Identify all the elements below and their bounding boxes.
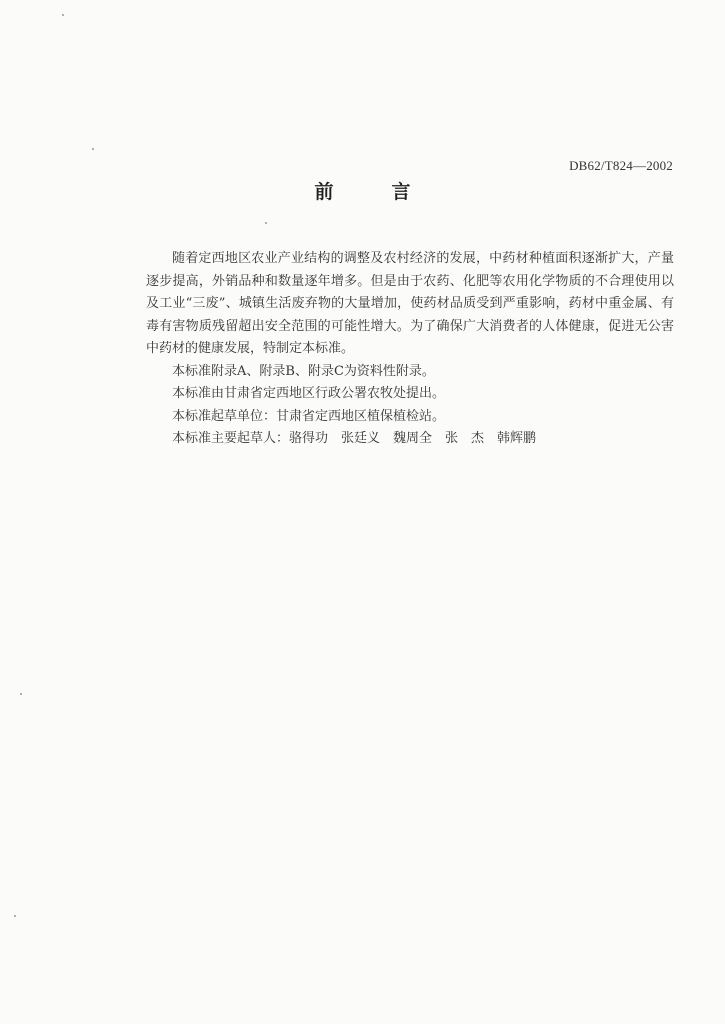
preface-paragraph: 随着定西地区农业产业结构的调整及农村经济的发展，中药材种植面积逐渐扩大，产量逐步提高，外销品种和数量逐年增多。但是由于农药、化肥等农用化学物质的不合理使用以及工业“三废”、城镇生活废弃物的大量增加，使药材品质受到严重影响，药材中重金属、有毒有害物质残留超出安全范围的可能性增大。为了确保广大消费者的人体健康，促进无公害中药材的健康发展，特制定本标准。 bbox=[146, 251, 674, 356]
scan-speck bbox=[62, 14, 64, 16]
scan-speck bbox=[14, 915, 16, 917]
scan-speck bbox=[92, 148, 94, 150]
scan-speck bbox=[265, 222, 267, 224]
drafters-statement: 本标准主要起草人：骆得功 张廷义 魏周全 张 杰 韩辉鹏 bbox=[172, 431, 537, 446]
page-title: 前言 bbox=[314, 181, 469, 203]
preface-body bbox=[146, 248, 674, 451]
drafting-unit-statement: 本标准起草单位：甘肃省定西地区植保植检站。 bbox=[172, 408, 446, 424]
annex-statement: 本标准附录A、附录B、附录C为资料性附录。 bbox=[172, 363, 435, 379]
scan-speck bbox=[20, 693, 22, 695]
standard-code: DB62/T824—2002 bbox=[569, 158, 673, 173]
proposer-statement: 本标准由甘肃省定西地区行政公署农牧处提出。 bbox=[172, 386, 446, 401]
